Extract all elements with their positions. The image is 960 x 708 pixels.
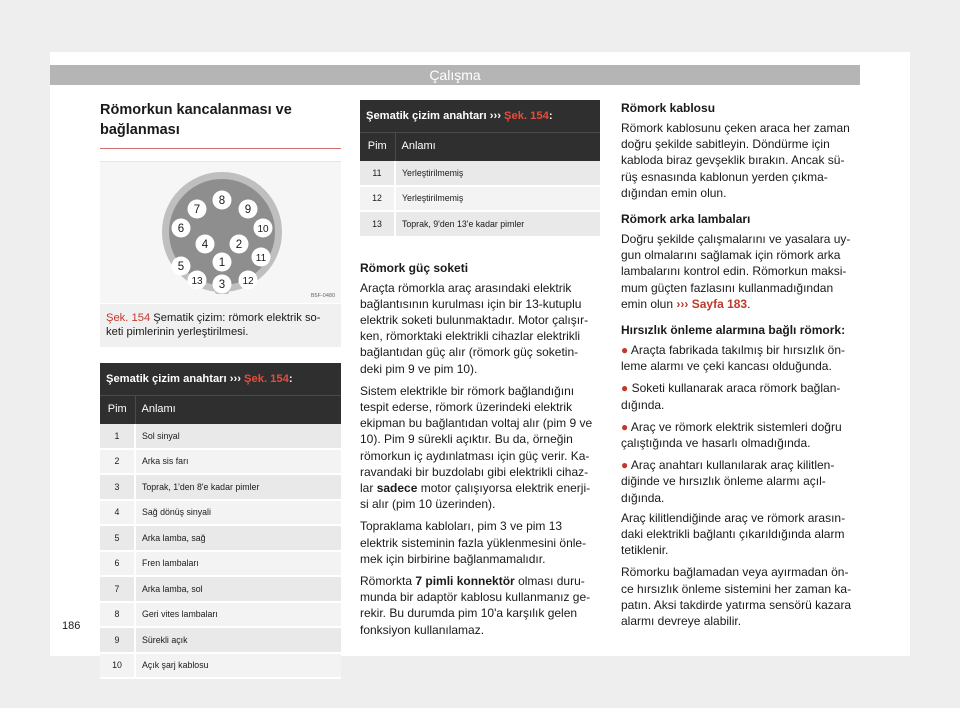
- table-body: [360, 161, 600, 237]
- pin-meaning-cell: Fren lambaları: [135, 551, 341, 577]
- bullet-marker: ●: [621, 343, 629, 358]
- heading-line-1: Römorkun kancalanması ve: [100, 102, 292, 118]
- paragraph: Topraklama kabloları, pim 3 ve pim 13 elektrik sisteminin fazla yüklenmesini önle- mek için birbirine bağlanmamalıdır.: [360, 519, 587, 566]
- rear-lights-heading: Römork arka lambaları: [621, 212, 751, 227]
- pin-meaning-cell: Arka lamba, sol: [135, 576, 341, 602]
- left-column: [100, 100, 341, 679]
- connector-diagram: [100, 162, 341, 303]
- table-row: [360, 211, 600, 237]
- table-row: [100, 602, 341, 628]
- bold-text: sadece: [376, 480, 418, 495]
- table-title-text: Şematik çizim anahtarı: [366, 110, 487, 122]
- pin-3-label: 3: [218, 279, 226, 291]
- link-arrows: ›››: [676, 296, 689, 311]
- connector-figure: [100, 161, 341, 303]
- page-number: 186: [62, 620, 81, 632]
- pin-number-cell: 13: [360, 211, 395, 237]
- text-run: .: [747, 296, 751, 311]
- text-run: motor çalışıyorsa elektrik enerji- si alır (pim 10 üzerinden).: [360, 480, 591, 512]
- bold-text: 7 pimli konnektör: [415, 573, 515, 588]
- table-row: [100, 576, 341, 602]
- pin-number-cell: 3: [100, 474, 135, 500]
- bullet-text: Araçta fabrikada takılmış bir hırsızlık ön- leme alarmı ve çeki kancası olduğunda.: [621, 343, 845, 374]
- power-socket-heading: Römork güç soketi: [360, 260, 469, 275]
- text-run: Doğru şekilde çalışmalarını ve yasalara uy- gun olmalarını sağlamak için römork arka lambalarını kontrol edin. Römorkun maksi- mum güçten fazlasını kullanmadığından emin olun: [621, 232, 851, 311]
- caption-text: Şematik çizim: römork elektrik so- keti pimlerinin yerleştirilmesi.: [106, 312, 321, 338]
- pin-13-label: 13: [191, 276, 203, 287]
- table-title-colon: :: [548, 110, 553, 122]
- pin-number-cell: 9: [100, 627, 135, 653]
- text-run: olması duru- munda bir adaptör kablosu kullanmanız ge- rekir. Bu durumda pim 10'a karşılık gelen fonksiyon kullanılamaz.: [360, 573, 591, 637]
- table-title-colon: :: [288, 373, 293, 385]
- table-header-row: [100, 396, 341, 425]
- paragraph: Araç kilitlendiğinde araç ve römork arasın- daki elektrikli bağlantı çıkarıldığında alarm tetiklenir.: [621, 510, 846, 558]
- table-title-arrows: ›››: [489, 110, 501, 122]
- paragraph: Römork kablosunu çeken araca her zaman doğru şekilde sabitleyin. Döndürme için kabloda biraz gevşeklik bırakın. Ancak sü- rüş esnasında kablonun yerden çıkma- dığından emin olun.: [621, 121, 850, 200]
- table-title: [100, 363, 341, 396]
- pin-6-label: 6: [177, 223, 185, 235]
- bullet-marker: ●: [621, 419, 629, 434]
- pin-number-cell: 7: [100, 576, 135, 602]
- table-row: [100, 474, 341, 500]
- table-header-row: [360, 133, 600, 162]
- pin-key-table-continued: [360, 100, 600, 238]
- pin-meaning-cell: Açık şarj kablosu: [135, 653, 341, 679]
- table-row: [360, 186, 600, 212]
- page-link[interactable]: [676, 297, 747, 311]
- pin-meaning-cell: Toprak, 9'den 13'e kadar pimler: [395, 211, 600, 237]
- paragraph: [360, 383, 600, 513]
- bullet-item: [621, 380, 861, 412]
- pin-10-label: 10: [257, 224, 269, 235]
- pin-number-cell: 8: [100, 602, 135, 628]
- section-heading: [100, 100, 341, 149]
- table-row: [100, 627, 341, 653]
- pin-number-cell: 4: [100, 500, 135, 526]
- pin-meaning-cell: Yerleştirilmemiş: [395, 161, 600, 186]
- bullet-list: [621, 342, 861, 506]
- bullet-text: Araç anahtarı kullanılarak araç kilitlen- diğinde ve hırsızlık önleme alarmı açıl- dığında.: [621, 458, 835, 505]
- paragraph: Römorku bağlamadan veya ayırmadan ön- ce hırsızlık önleme sistemini her zaman ka- patın. Aksi takdirde yatırma sensörü kazara alarmı devreye alabilir.: [621, 565, 852, 629]
- pin-number-cell: 6: [100, 551, 135, 577]
- pin-number-cell: 11: [360, 161, 395, 186]
- col-header-meaning: Anlamı: [135, 396, 341, 425]
- bullet-marker: ●: [621, 458, 629, 473]
- trailer-cable-heading: Römork kablosu: [621, 101, 716, 115]
- pin-7-label: 7: [193, 204, 201, 216]
- pin-11-label: 11: [255, 253, 267, 264]
- table-figure-ref: Şek. 154: [244, 373, 289, 385]
- bullet-text: Araç ve römork elektrik sistemleri doğru çalıştığında ve hasarlı olmadığında.: [621, 419, 842, 451]
- pin-meaning-cell: Arka sis farı: [135, 449, 341, 475]
- pin-12-label: 12: [242, 276, 254, 287]
- table-title: [360, 100, 600, 133]
- table-row: [100, 500, 341, 526]
- pin-1-label: 1: [218, 257, 226, 269]
- caption-figure-ref: Şek. 154: [106, 312, 151, 324]
- table-title-arrows: ›››: [229, 373, 241, 385]
- text-run: Römorkta: [360, 573, 413, 588]
- link-text: Sayfa 183: [691, 296, 748, 311]
- table-title-text: Şematik çizim anahtarı: [106, 373, 227, 385]
- pin-meaning-cell: Sol sinyal: [135, 424, 341, 449]
- table-row: [100, 551, 341, 577]
- paragraph: [360, 573, 600, 638]
- pin-8-label: 8: [218, 195, 226, 207]
- pin-meaning-cell: Geri vites lambaları: [135, 602, 341, 628]
- pin-meaning-cell: Sürekli açık: [135, 627, 341, 653]
- pin-number-cell: 1: [100, 424, 135, 449]
- pin-meaning-cell: Yerleştirilmemiş: [395, 186, 600, 212]
- bullet-item: [621, 457, 861, 506]
- pin-meaning-cell: Toprak, 1'den 8'e kadar pimler: [135, 474, 341, 500]
- anti-theft-heading: Hırsızlık önleme alarmına bağlı römork:: [621, 323, 846, 338]
- pin-5-label: 5: [177, 261, 185, 273]
- bullet-item: [621, 419, 861, 451]
- right-column: [621, 100, 861, 629]
- section-header: Çalışma: [50, 65, 860, 85]
- table-row: [100, 653, 341, 679]
- figure-caption: [100, 303, 341, 347]
- pin-meaning-cell: Arka lamba, sağ: [135, 525, 341, 551]
- bullet-text: Soketi kullanarak araca römork bağlan- dığında.: [621, 381, 841, 412]
- pin-4-label: 4: [201, 239, 209, 251]
- heading-line-2: bağlanması: [100, 122, 180, 138]
- pin-number-cell: 10: [100, 653, 135, 679]
- middle-column: [360, 100, 600, 638]
- bullet-item: [621, 342, 861, 374]
- table-body: [100, 424, 341, 678]
- table-row: [100, 449, 341, 475]
- pin-key-table: [100, 363, 341, 679]
- table-row: [100, 525, 341, 551]
- pin-number-cell: 5: [100, 525, 135, 551]
- pin-number-cell: 2: [100, 449, 135, 475]
- col-header-pin: Pim: [100, 396, 135, 425]
- table-row: [360, 161, 600, 186]
- figure-code: B5F-0480: [310, 293, 335, 299]
- pin-number-cell: 12: [360, 186, 395, 212]
- col-header-meaning: Anlamı: [395, 133, 600, 162]
- text-run: Sistem elektrikle bir römork bağlandığını tespit ederse, römork üzerindeki elektrik ekipman bu bağlantıdan voltaj alır (pim 9 ve 10). Pim 9 sürekli açıktır. Bu da, örneğin römorkun iç aydınlatması için güç verir. Ka- ravandaki bir buzdolabı gibi elektrikli cihaz- lar: [360, 383, 593, 495]
- pin-2-label: 2: [235, 239, 243, 251]
- paragraph: [621, 231, 861, 312]
- paragraph: Araçta römorkla araç arasındaki elektrik bağlantısının kurulması için bir 13-kutuplu elektrik soketi bulunmaktadır. Motor çalışır- ken, römorktaki elektrikli cihazlar elektrikli bağlantıdan güç alır (römork güç soketin- deki pim 9 ve pim 10).: [360, 280, 589, 376]
- bullet-marker: ●: [621, 381, 629, 396]
- pin-meaning-cell: Sağ dönüş sinyali: [135, 500, 341, 526]
- col-header-pin: Pim: [360, 133, 395, 162]
- pin-9-label: 9: [244, 204, 252, 216]
- table-row: [100, 424, 341, 449]
- table-figure-ref: Şek. 154: [504, 110, 549, 122]
